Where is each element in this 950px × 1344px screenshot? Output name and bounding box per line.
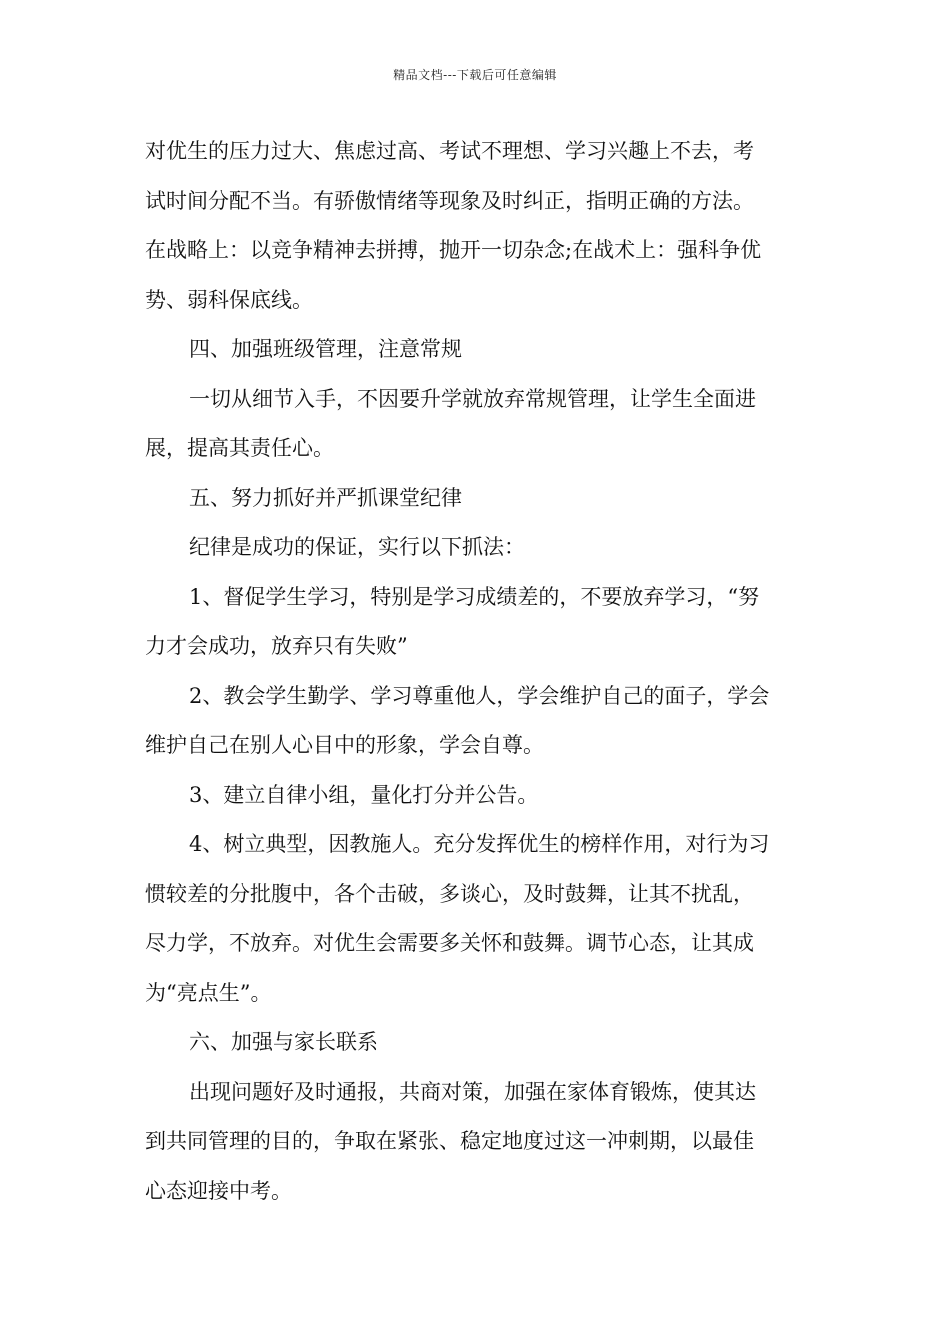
- text-line: 心态迎接中考。: [145, 1178, 292, 1203]
- text-line: 展，提高其责任心。: [145, 436, 334, 460]
- text-line: 力才会成功，放弃只有失败”: [145, 634, 408, 658]
- section-heading: 四、加强班级管理，注意常规: [189, 337, 462, 361]
- list-item: 1、督促学生学习，特别是学习成绩差的，不要放弃学习，“努: [189, 584, 760, 609]
- section-heading: 六、加强与家长联系: [189, 1030, 378, 1054]
- list-item: 3、建立自律小组，量化打分并公告。: [189, 782, 539, 807]
- list-item: 2、教会学生勤学、学习尊重他人，学会维护自己的面子，学会: [189, 683, 770, 708]
- text-line: 维护自己在别人心目中的形象，学会自尊。: [145, 733, 544, 757]
- text-line: 试时间分配不当。有骄傲情绪等现象及时纠正，指明正确的方法。: [145, 188, 754, 213]
- text-line: 势、弱科保底线。: [145, 287, 313, 312]
- section-heading: 五、努力抓好并严抓课堂纪律: [189, 485, 462, 510]
- text-line: 出现问题好及时通报，共商对策，加强在家体育锻炼，使其达: [189, 1079, 756, 1104]
- text-line: 在战略上：以竞争精神去拼搏，抛开一切杂念;在战术上：强科争优: [145, 238, 762, 262]
- list-item: 4、树立典型，因教施人。充分发挥优生的榜样作用，对行为习: [189, 832, 770, 856]
- text-line: 一切从细节入手，不因要升学就放弃常规管理，让学生全面进: [189, 386, 756, 411]
- page-header: 精品文档---下载后可任意编辑: [393, 68, 557, 82]
- text-line: 纪律是成功的保证，实行以下抓法：: [189, 535, 525, 559]
- text-line: 惯较差的分批腹中，各个击破，多谈心，及时鼓舞，让其不扰乱，: [145, 881, 754, 906]
- text-line: 为“亮点生”。: [145, 980, 272, 1005]
- document-body: [145, 127, 807, 1216]
- text-line: 尽力学，不放弃。对优生会需要多关怀和鼓舞。调节心态，让其成: [145, 931, 754, 955]
- text-line: 对优生的压力过大、焦虑过高、考试不理想、学习兴趣上不去，考: [145, 139, 754, 163]
- text-line: 到共同管理的目的，争取在紧张、稳定地度过这一冲刺期，以最佳: [145, 1129, 754, 1153]
